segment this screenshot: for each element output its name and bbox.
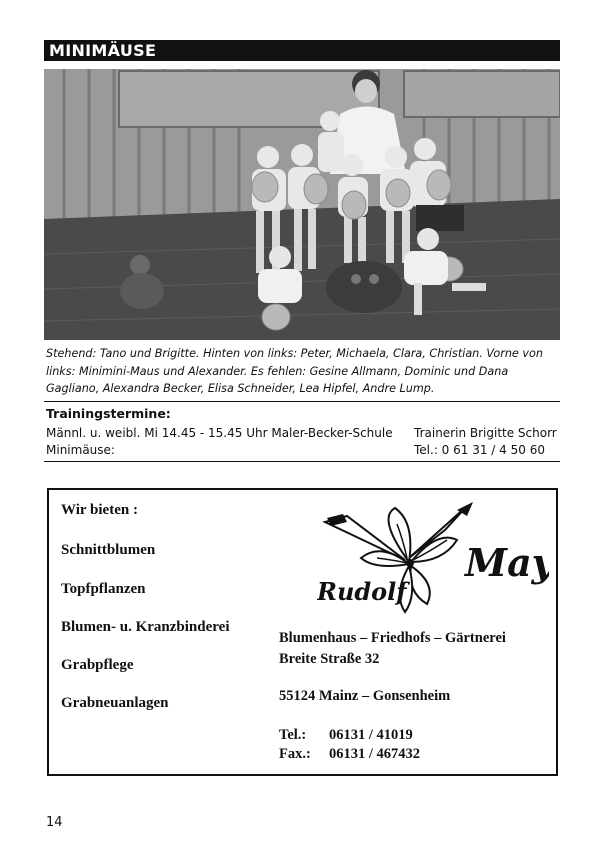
logo-last-name: May xyxy=(465,540,549,585)
city-address: 55124 Mainz – Gonsenheim xyxy=(279,688,451,704)
phone-number: 06131 / 41019 xyxy=(329,727,413,743)
business-type: Blumenhaus – Friedhofs – Gärtnerei xyxy=(279,630,506,646)
section-title: MINIMÄUSE xyxy=(49,41,157,60)
florist-logo xyxy=(317,500,549,622)
section-header-bar xyxy=(44,40,560,61)
offer-item: Schnittblumen xyxy=(61,542,156,558)
street-address: Breite Straße 32 xyxy=(279,651,380,667)
training-schedule: Männl. u. weibl. Mi 14.45 - 15.45 Uhr Maler-Becker-Schule xyxy=(46,426,393,440)
training-group: Minimäuse: xyxy=(46,443,115,457)
fax-label: Fax.: xyxy=(279,746,311,762)
divider-top xyxy=(44,401,560,402)
training-title: Trainingstermine: xyxy=(46,406,171,421)
phone-label: Tel.: xyxy=(279,727,307,743)
page-number: 14 xyxy=(46,815,63,830)
offers-title: Wir bieten : xyxy=(61,502,138,518)
trainer-name: Trainerin Brigitte Schorr xyxy=(414,426,557,440)
trainer-phone: Tel.: 0 61 31 / 4 50 60 xyxy=(414,443,545,457)
florist-advertisement xyxy=(47,488,558,776)
offer-item: Topfpflanzen xyxy=(61,581,146,597)
divider-bottom xyxy=(44,461,560,462)
offer-item: Blumen- u. Kranzbinderei xyxy=(61,619,230,635)
fax-number: 06131 / 467432 xyxy=(329,746,421,762)
offer-item: Grabpflege xyxy=(61,657,134,673)
team-photo xyxy=(44,69,560,340)
logo-first-name: Rudolf xyxy=(317,577,407,606)
photo-caption: Stehend: Tano und Brigitte. Hinten von links: Peter, Michaela, Clara, Christian. Vorne von links: Minimini-Maus und Alexander. Es fehlen: Gesine Allmann, Dominic und Dana Gagliano, Alexandra Becker, Elisa Schneider, Lea Hipfel, Andre Lump. xyxy=(46,347,543,395)
offer-item: Grabneuanlagen xyxy=(61,695,169,711)
